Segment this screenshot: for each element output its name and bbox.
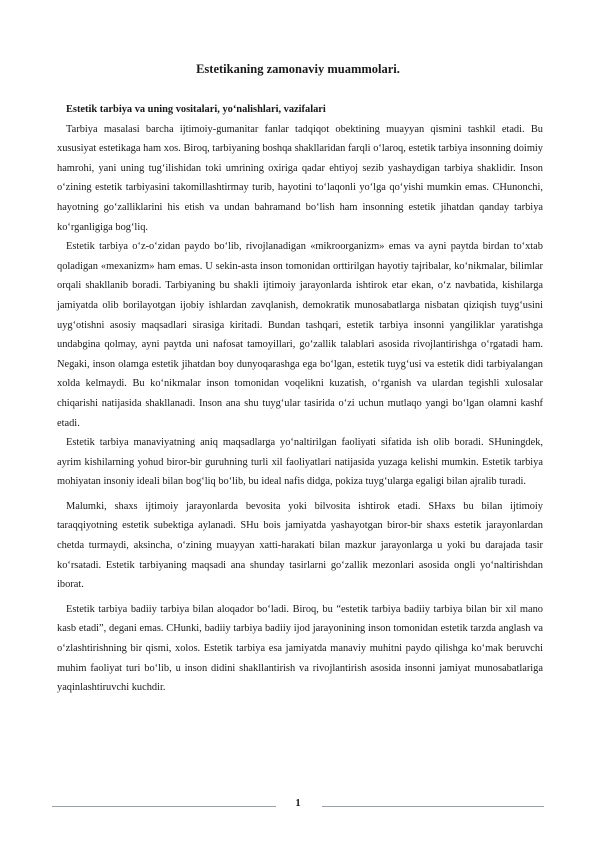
- footer-divider-right: [322, 806, 544, 807]
- paragraph-1: Tarbiya masalasi barcha ijtimoiy-gumanitar fanlar tadqiqot obektining muayyan qismini tashkil etadi. Bu xususiyat estetikaga ham xos. Biroq, tarbiyaning boshqa shakllaridan farqli o‘laroq, estetik tarbiya insonning doimiy hamrohi, yani uning tug‘ilishidan toki umrining oxiriga qadar ehtiyoj sezib yashaydigan tarbiya shaklidir. Inson o‘zining estetik tarbiyasini takomillashtirmay turib, hayotini to‘laqonli yo‘lga qo‘yishi mumkin emas. CHunonchi, hayotning go‘zalliklarini his etish va undan bahramand bo‘lish ham insonning estetik jihatdan qanday tarbiya ko‘rganligiga bog‘liq.: [57, 123, 543, 233]
- document-body: [57, 100, 543, 698]
- paragraph-4: Malumki, shaxs ijtimoiy jarayonlarda bevosita yoki bilvosita ishtirok etadi. SHaxs bu bilan ijtimoiy taraqqiyotning estetik subektiga aylanadi. SHu bois jamiyatda yashayotgan biror-bir shaxs estetik jarayonlardan chetda turmaydi, aksincha, o‘zining muayyan xatti-harakati bilan mazkur jarayonlarga u yoki bu darajada tasir ko‘rsatadi. Estetik tarbiyaning maqsadi ana shunday tasirlarni go‘zallik mezonlari asosida ongli yo‘naltirishdan iborat.: [57, 500, 543, 591]
- section-heading-paragraph: [57, 100, 543, 120]
- paragraph-2: Estetik tarbiya o‘z-o‘zidan paydo bo‘lib, rivojlanadigan «mikroorganizm» emas va ayni paytda birdan to‘xtab qoladigan «mexanizm» ham emas. U sekin-asta inson tomonidan orttirilgan hayotiy tajribalar, ko‘nikmalar, bilimlar orqali shakllanib boradi. Tarbiyaning bu shakli ijtimoiy jarayonlarda ishtirok etar ekan, o‘z navbatida, kishilarga jamiyatda olib borilayotgan ijobiy ishlardan zavqlanish, demokratik munosabatlarga nisbatan qiziqish tuyg‘usini uyg‘otishni asosiy maqsadlari sirasiga kiritadi. Bundan tashqari, estetik tarbiya insonni yangiliklar yaratishga undabgina qolmay, ayni paytda uni nafosat tamoyillari, go‘zallik talablari asosida rivojlantirishga o‘rgatadi ham. Negaki, inson olamga estetik jihatdan boy dunyoqarashga ega bo‘lgan, estetik tuyg‘usi va estetik didi tarbiyalangan xolda kelmaydi. Bu ko‘nikmalar inson tomonidan voqelikni kuzatish, o‘rganish va ulardan tegishli xulosalar chiqarishi natijasida shakllanadi. Inson ana shu tuyg‘ular tasirida o‘zi uchun mutlaqo yangi bo‘lgan olamni kashf etadi.: [57, 241, 543, 429]
- paragraph-5: Estetik tarbiya badiiy tarbiya bilan aloqador bo‘ladi. Biroq, bu “estetik tarbiya badiiy tarbiya bilan bir xil mano kasb etadi”, degani emas. CHunki, badiiy tarbiya badiiy ijod jarayonining inson tomonidan estetik tarzda anglash va o‘zlashtirishning bir qismi, xolos. Estetik tarbiya esa jamiyatda manaviy muhitni paydo qilishga ko‘mak beruvchi muhim faoliyat turi bo‘lib, u inson didini shakllantirish va rivojlantirish asosida insonni jamiyat munosabatlariga yaqinlashtiruvchi kuchdir.: [57, 603, 543, 694]
- document-title: Estetikaning zamonaviy muammolari.: [196, 62, 400, 76]
- paragraph-3: Estetik tarbiya manaviyatning aniq maqsadlarga yo‘naltirilgan faoliyati sifatida ish olib boradi. SHuningdek, ayrim kishilarning yohud biror-bir guruhning turli xil faoliyatlari natijasida yuzaga kelishi mumkin. Estetik tarbiya mohiyatan insoniy ideali bilan bog‘liq bo‘lib, bu ideal nafis didga, pokiza tuyg‘ularga egaligi bilan ajralib turadi.: [57, 437, 543, 488]
- section-heading: Estetik tarbiya va uning vositalari, yo‘nalishlari, vazifalari: [66, 104, 326, 115]
- page-number: 1: [295, 798, 301, 809]
- page-footer: [52, 797, 544, 811]
